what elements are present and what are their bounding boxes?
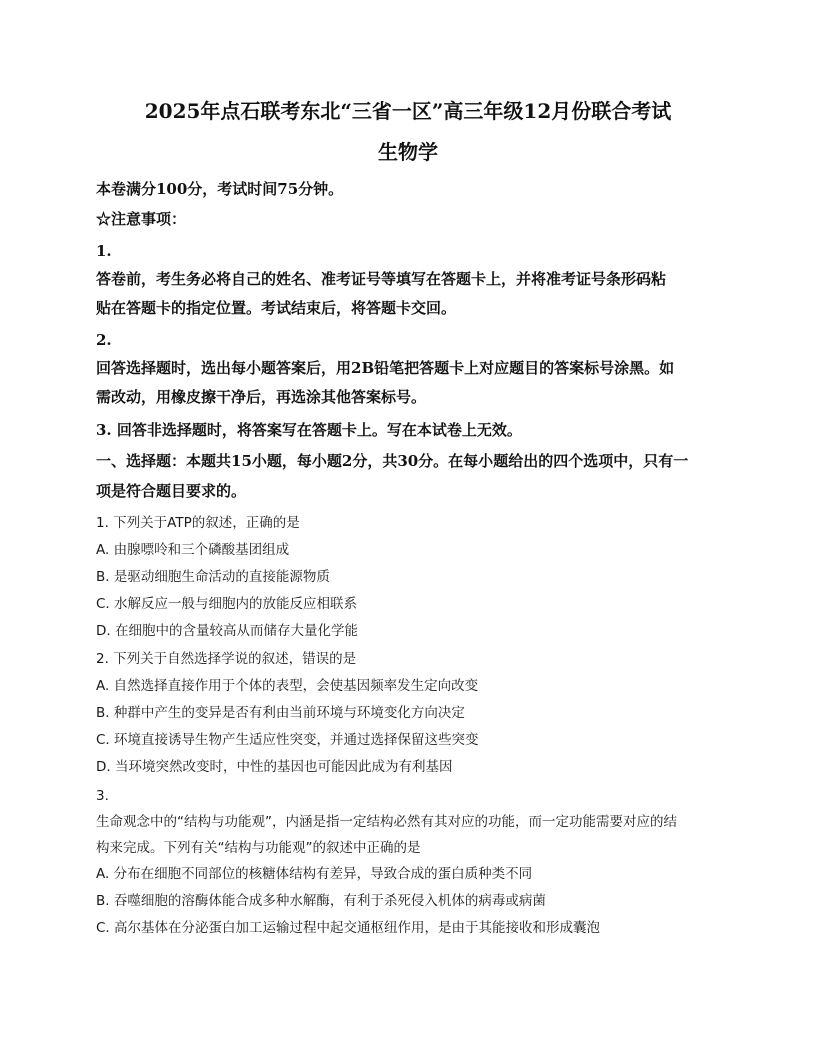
question-3-stem-line-1: 生命观念中的“结构与功能观”，内涵是指一定结构必然有其对应的功能，而一定功能需要对应的结 bbox=[96, 814, 677, 830]
notice-item-2-line-2: 需改动，用橡皮擦干净后，再选涂其他答案标号。 bbox=[96, 388, 427, 406]
section-1-heading-line-2: 项是符合题目要求的。 bbox=[96, 482, 247, 500]
question-1-option-c: C. 水解反应一般与细胞内的放能反应相联系 bbox=[96, 596, 358, 612]
question-3-option-b: B. 吞噬细胞的溶酶体能合成多种水解酶，有利于杀死侵入机体的病毒或病菌 bbox=[96, 893, 546, 909]
exam-title: 2025年点石联考东北“三省一区”高三年级12月份联合考试 bbox=[144, 99, 672, 123]
notice-item-1-line-2: 贴在答题卡的指定位置。考试结束后，将答题卡交回。 bbox=[96, 299, 457, 317]
question-2-option-d: D. 当环境突然改变时，中性的基因也可能因此成为有利基因 bbox=[96, 759, 453, 775]
question-1-option-b: B. 是驱动细胞生命活动的直接能源物质 bbox=[96, 569, 330, 585]
question-3-number: 3. bbox=[96, 788, 109, 804]
question-3-option-a: A. 分布在细胞不同部位的核糖体结构有差异，导致合成的蛋白质种类不同 bbox=[96, 866, 533, 882]
question-3-stem-line-2: 构来完成。下列有关“结构与功能观”的叙述中正确的是 bbox=[96, 840, 421, 856]
notice-item-1-number: 1. bbox=[96, 242, 112, 260]
question-2-option-b: B. 种群中产生的变异是否有利由当前环境与环境变化方向决定 bbox=[96, 705, 465, 721]
question-1-stem: 1. 下列关于ATP的叙述，正确的是 bbox=[96, 515, 300, 531]
question-2-option-a: A. 自然选择直接作用于个体的表型，会使基因频率发生定向改变 bbox=[96, 678, 479, 694]
question-2-option-c: C. 环境直接诱导生物产生适应性突变，并通过选择保留这些突变 bbox=[96, 732, 479, 748]
notice-item-2-number: 2. bbox=[96, 331, 112, 349]
notice-heading: ☆注意事项： bbox=[96, 210, 187, 228]
notice-item-1-line-1: 答卷前，考生务必将自己的姓名、准考证号等填写在答题卡上，并将准考证号条形码粘 bbox=[96, 270, 667, 288]
score-time-note: 本卷满分100分，考试时间75分钟。 bbox=[96, 180, 344, 198]
question-1-option-d: D. 在细胞中的含量较高从而储存大量化学能 bbox=[96, 623, 358, 639]
question-1-option-a: A. 由腺嘌呤和三个磷酸基团组成 bbox=[96, 542, 290, 558]
notice-item-3: 3. 回答非选择题时，将答案写在答题卡上。写在本试卷上无效。 bbox=[96, 421, 522, 439]
section-1-heading-line-1: 一、选择题：本题共15小题，每小题2分，共30分。在每小题给出的四个选项中，只有一 bbox=[96, 452, 689, 470]
question-2-stem: 2. 下列关于自然选择学说的叙述，错误的是 bbox=[96, 651, 357, 667]
exam-subject: 生物学 bbox=[378, 140, 438, 164]
question-3-option-c: C. 高尔基体在分泌蛋白加工运输过程中起交通枢纽作用，是由于其能接收和形成囊泡 bbox=[96, 920, 601, 936]
notice-item-2-line-1: 回答选择题时，选出每小题答案后，用2B铅笔把答题卡上对应题目的答案标号涂黑。如 bbox=[96, 359, 675, 377]
